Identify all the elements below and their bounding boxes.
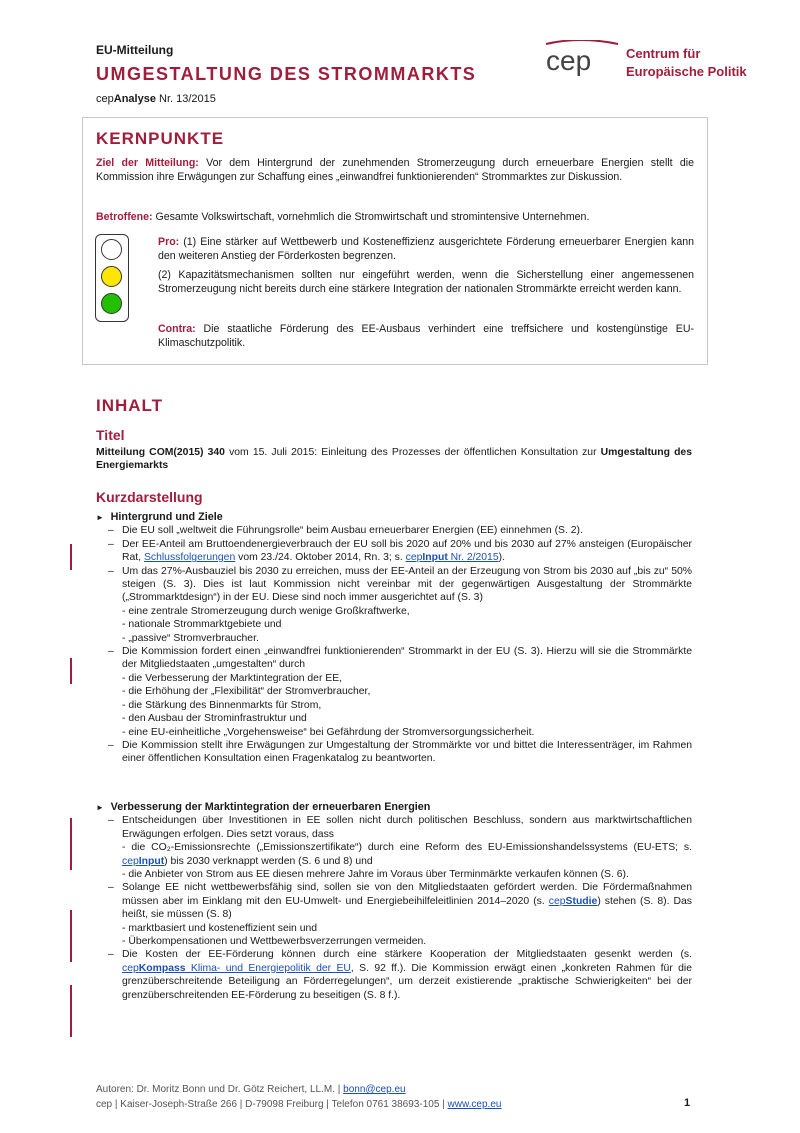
inhalt-heading: INHALT <box>96 396 164 415</box>
list-item: – Die Kosten der EE-Förderung können durch eine stärkere Kooperation der Mitgliedstaaten gesenkt werden (s. cepKompass Klima- und Energiepolitik der EU, S. 92 ff.). Die Kommission erwägt einen „konkreten Rahmen für die grenzüberschreitende Beteiligung an Förderregelungen“, um derzeit existierende „praktische Schwierigkeiten“ bei der grenzüberschreitenden EE-Förderung zu beseitigen (S. 8 f.). <box>106 948 692 1002</box>
page-number: 1 <box>684 1097 691 1109</box>
titel-text: Mitteilung COM(2015) 340 vom 15. Juli 2015: Einleitung des Prozesses der öffentlichen Konsultation zur Umgestaltung des Energiemarkts <box>96 447 692 472</box>
bullet-icon: ► <box>96 513 111 522</box>
change-bar <box>70 910 72 962</box>
list-item: – Die Kommission stellt ihre Erwägungen zur Umgestaltung der Strommärkte vor und bittet die Interessenträger, im Rahmen einer öffentlichen Konsultation einen Fragenkatalog zu beantworten. <box>106 739 692 766</box>
pro-paragraph-2: (2) Kapazitätsmechanismen sollten nur eingeführt werden, wenn die Sicherstellung einer angemessenen Stromerzeugung nicht bereits durch eine stärkere Integration der nationalen Strommärkte erreicht werden kann. <box>158 269 694 295</box>
change-bar <box>70 544 72 570</box>
section-title: ► Verbesserung der Marktintegration der erneuerbaren Energien <box>96 801 431 813</box>
contra-paragraph: Contra: Die staatliche Förderung des EE-Ausbaus verhindert eine treffsichere und kostengünstige EU-Klimaschutzpolitik. <box>158 323 694 349</box>
list-item: – Solange EE nicht wettbewerbsfähig sind, sollen sie von den Mitgliedstaaten gefördert werden. Die Fördermaßnahmen müssen aber im Einklang mit den EU-Umwelt- und Energiebeihilfeleitlinien 2014–2020 (s. cepStudie) stehen (S. 8). Das heißt, sie müssen (S. 8) - marktbasiert und kosteneffizient sein und - Überkompensationen und Wettbewerbsverzerrungen vermeiden. <box>106 881 692 948</box>
list-item: – Entscheidungen über Investitionen in EE sollen nicht durch politischen Beschluss, sondern aus marktwirtschaftlichen Erwägungen erfolgen. Dies setzt voraus, dass - die CO₂-Emissionsrechte („Emissionszertifikate“) durch eine Reform des EU-Emissionshandelssystems (EU-ETS; s. cepInput) bis 2030 verknappt werden (S. 6 und 8) und - die Anbieter von Strom aus EE diesen mehrere Jahre im Voraus über Terminmärkte verkaufen können (S. 6). <box>106 814 692 881</box>
cepinput-link[interactable]: cepInput Nr. 2/2015 <box>405 552 499 564</box>
traffic-light-yellow-lamp <box>101 266 122 287</box>
change-bar <box>70 985 72 1037</box>
website-link[interactable]: www.cep.eu <box>447 1099 502 1110</box>
traffic-light-icon <box>95 234 129 322</box>
cepinput-link[interactable]: cepInput <box>122 855 165 867</box>
list-item: – Die Kommission fordert einen „einwandfrei funktionierenden“ Strommarkt in der EU (S. 3). Hierzu will sie die Strommärkte der Mitgliedstaaten „umgestalten“ durch - die Verbesserung der Marktintegration der EE, - die Erhöhung der „Flexibilität“ der Stromverbraucher, - die Stärkung des Binnenmarkts für Strom, - den Ausbau der Strominfrastruktur und - eine EU-einheitliche „Vorgehensweise“ bei Gefährdung der Stromversorgungssicherheit. <box>106 645 692 739</box>
cepstudie-link[interactable]: cepStudie <box>548 895 598 907</box>
change-bar <box>70 818 72 870</box>
cep-logo <box>540 40 760 90</box>
list-item: – Um das 27%-Ausbauziel bis 2030 zu erreichen, muss der EE-Anteil an der Erzeugung von Strom bis 2030 auf „bis zu“ 50% steigen (S. 3). Dies ist laut Kommission nicht vereinbar mit der gegenwärtigen Ausgestaltung der Strommärkte („Strommarktdesign“) in der EU. Diese sind noch immer ausgerichtet auf (S. 3) - eine zentrale Stromerzeugung durch wenige Großkraftwerke, - nationale Strommarktgebiete und - „passive“ Stromverbraucher. <box>106 565 692 645</box>
logo-text: Centrum für Europäische Politik <box>626 46 747 79</box>
list-item: – Die EU soll „weltweit die Führungsrolle“ beim Ausbau erneuerbarer Energien (EE) einnehmen (S. 2). <box>106 524 692 537</box>
kernpunkte-heading: KERNPUNKTE <box>96 129 225 148</box>
kurzdarstellung-heading: Kurzdarstellung <box>96 489 203 505</box>
ziel-paragraph: Ziel der Mitteilung: Vor dem Hintergrund der zunehmenden Stromerzeugung durch erneuerbare Energien stellt die Kommission ihre Erwägungen zur Schaffung eines „einwandfrei funktionierenden“ Strommarktes zur Diskussion. <box>96 157 694 183</box>
section-title: ► Hintergrund und Ziele <box>96 511 223 523</box>
bullet-icon: ► <box>96 803 111 812</box>
list <box>106 524 692 765</box>
section-marktintegration <box>96 801 692 1002</box>
footer-authors: Autoren: Dr. Moritz Bonn und Dr. Götz Reichert, LL.M. | bonn@cep.eu <box>96 1084 406 1095</box>
footer-address: cep | Kaiser-Joseph-Straße 266 | D-79098 Freiburg | Telefon 0761 38693-105 | www.cep.eu <box>96 1099 502 1110</box>
section-hintergrund <box>96 511 692 766</box>
analysis-number: cepAnalyse Nr. 13/2015 <box>96 93 216 105</box>
list-item: – Der EE-Anteil am Bruttoendenergieverbrauch der EU soll bis 2020 auf 20% und bis 2030 auf 27% ansteigen (Europäischer Rat, Schlussfolgerungen vom 23./24. Oktober 2014, Rn. 3; s. cepInput Nr. 2/2015). <box>106 538 692 565</box>
titel-heading: Titel <box>96 427 125 443</box>
schlussfolgerungen-link[interactable]: Schlussfolgerungen <box>143 552 236 564</box>
traffic-light-green-lamp <box>101 293 122 314</box>
pro-paragraph-1: Pro: (1) Eine stärker auf Wettbewerb und Kosteneffizienz ausgerichtete Förderung erneuerbarer Energien kann den weiteren Anstieg der Förderkosten begrenzen. <box>158 236 694 262</box>
document-title: UMGESTALTUNG DES STROMMARKTS <box>96 64 477 84</box>
list <box>106 814 692 1002</box>
change-bar <box>70 658 72 684</box>
document-kind: EU-Mitteilung <box>96 43 174 57</box>
cep-logo-mark <box>540 40 624 80</box>
betroffene-paragraph: Betroffene: Gesamte Volkswirtschaft, vornehmlich die Stromwirtschaft und stromintensive Unternehmen. <box>96 211 590 223</box>
email-link[interactable]: bonn@cep.eu <box>343 1084 406 1095</box>
traffic-light-white-lamp <box>101 239 122 260</box>
cepkompass-link[interactable]: cepKompass Klima- und Energiepolitik der EU <box>122 962 351 974</box>
logo-mark-text: cep <box>546 45 592 76</box>
